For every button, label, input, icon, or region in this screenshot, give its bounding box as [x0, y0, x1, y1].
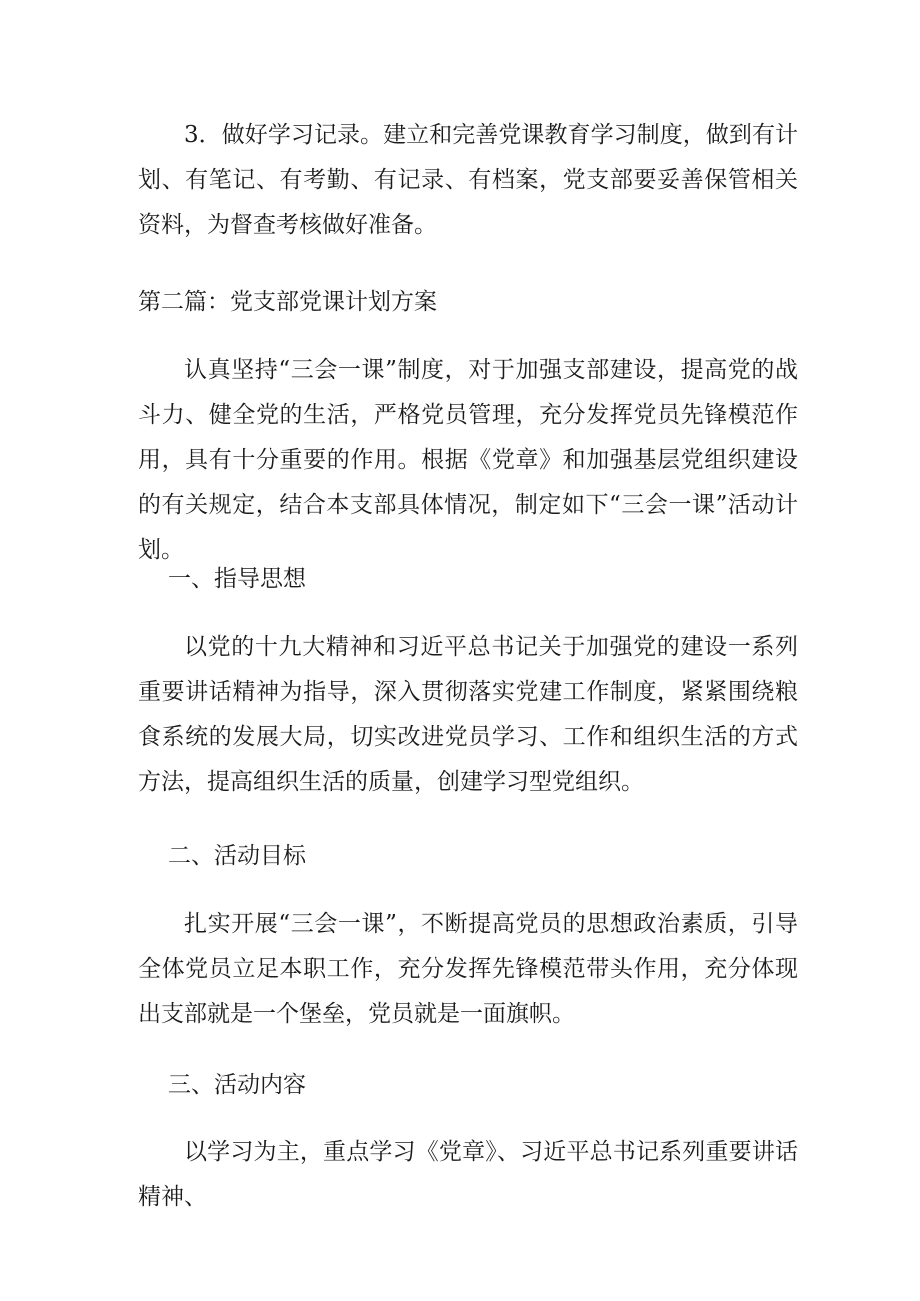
- heading-activity-content: 三、活动内容: [168, 1072, 306, 1098]
- paragraph-activity-goals: 扎实开展“三会一课”，不断提高党员的思想政治素质，引导全体党员立足本职工作，充分发挥先锋模范带头作用，充分体现出支部就是一个堡垒，党员就是一面旗帜。: [138, 911, 798, 1027]
- paragraph-activity-content: 以学习为主，重点学习《党章》、习近平总书记系列重要讲话精神、: [138, 1139, 798, 1210]
- section-title: 第二篇：党支部党课计划方案: [138, 289, 437, 315]
- heading-activity-goals: 二、活动目标: [168, 843, 306, 869]
- paragraph-guiding-ideology: 以党的十九大精神和习近平总书记关于加强党的建设一系列重要讲话精神为指导，深入贯彻落实党建工作制度，紧紧围绕粮食系统的发展大局，切实改进党员学习、工作和组织生活的方式方法，提高组织生活的质量，创建学习型党组织。: [138, 634, 798, 795]
- heading-guiding-ideology: 一、指导思想: [168, 566, 306, 592]
- paragraph-record-keeping: 3．做好学习记录。建立和完善党课教育学习制度，做到有计划、有笔记、有考勤、有记录、有档案，党支部要妥善保管相关资料，为督查考核做好准备。: [138, 122, 798, 238]
- paragraph-intro: 认真坚持“三会一课”制度，对于加强支部建设，提高党的战斗力、健全党的生活，严格党员管理，充分发挥党员先锋模范作用，具有十分重要的作用。根据《党章》和加强基层党组织建设的有关规定，结合本支部具体情况，制定如下“三会一课”活动计划。: [138, 357, 798, 563]
